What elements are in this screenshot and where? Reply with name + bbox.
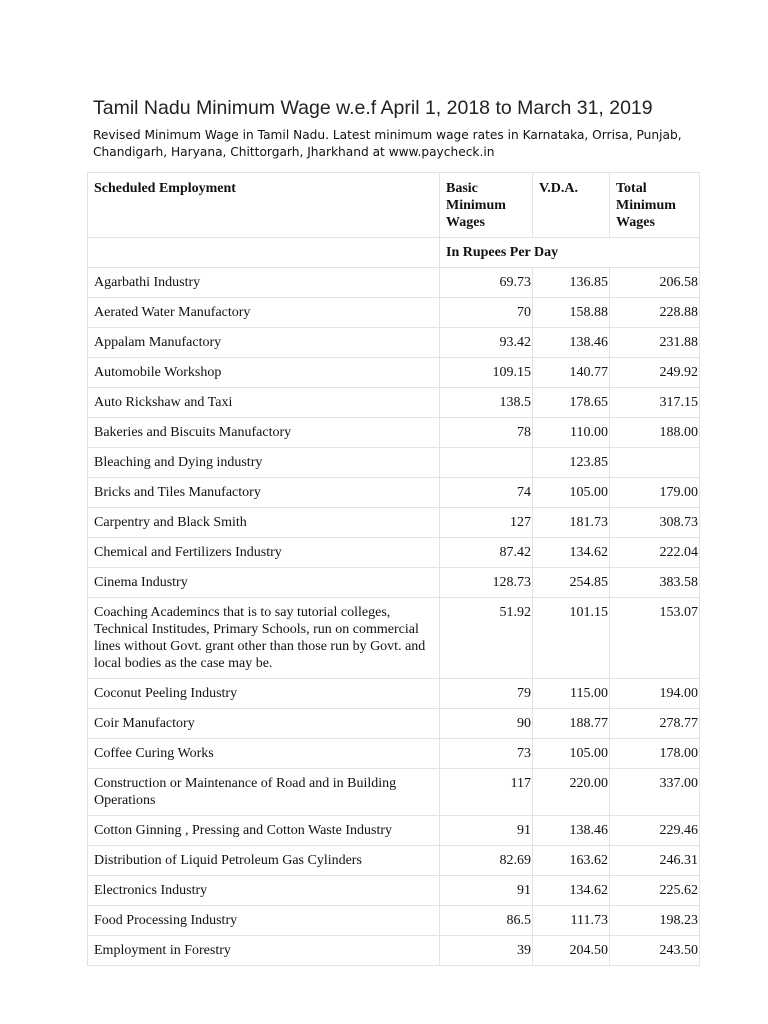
vda-cell: 105.00 <box>533 478 610 508</box>
basic-wage-cell: 82.69 <box>440 846 533 876</box>
vda-cell: 111.73 <box>533 906 610 936</box>
header-total-minimum-wages: Total Minimum Wages <box>610 173 700 238</box>
vda-cell: 204.50 <box>533 936 610 966</box>
employment-cell: Coaching Academincs that is to say tutorial colleges, Technical Institudes, Primary Schools, run on commercial lines without Govt. grant other than those run by Govt. and local bodies as the case may be. <box>88 598 440 679</box>
table-row <box>88 816 700 846</box>
total-wage-cell: 188.00 <box>610 418 700 448</box>
total-wage-cell: 337.00 <box>610 769 700 816</box>
vda-cell: 163.62 <box>533 846 610 876</box>
basic-wage-cell: 91 <box>440 876 533 906</box>
table-body <box>88 238 700 966</box>
employment-cell: Appalam Manufactory <box>88 328 440 358</box>
basic-wage-cell: 128.73 <box>440 568 533 598</box>
employment-cell: Cotton Ginning , Pressing and Cotton Waste Industry <box>88 816 440 846</box>
header-scheduled-employment: Scheduled Employment <box>88 173 440 238</box>
employment-cell: Carpentry and Black Smith <box>88 508 440 538</box>
total-wage-cell: 278.77 <box>610 709 700 739</box>
total-wage-cell: 249.92 <box>610 358 700 388</box>
total-wage-cell: 206.58 <box>610 268 700 298</box>
basic-wage-cell: 69.73 <box>440 268 533 298</box>
table-row <box>88 568 700 598</box>
table-row <box>88 906 700 936</box>
vda-cell: 105.00 <box>533 739 610 769</box>
total-wage-cell: 194.00 <box>610 679 700 709</box>
vda-cell: 188.77 <box>533 709 610 739</box>
unit-label: In Rupees Per Day <box>440 238 700 268</box>
table-row <box>88 388 700 418</box>
employment-cell: Agarbathi Industry <box>88 268 440 298</box>
vda-cell: 101.15 <box>533 598 610 679</box>
minimum-wage-table <box>87 172 700 966</box>
table-row <box>88 328 700 358</box>
unit-row-empty-cell <box>88 238 440 268</box>
employment-cell: Bricks and Tiles Manufactory <box>88 478 440 508</box>
employment-cell: Electronics Industry <box>88 876 440 906</box>
total-wage-cell: 222.04 <box>610 538 700 568</box>
total-wage-cell: 229.46 <box>610 816 700 846</box>
vda-cell: 178.65 <box>533 388 610 418</box>
table-row <box>88 538 700 568</box>
basic-wage-cell: 93.42 <box>440 328 533 358</box>
basic-wage-cell: 91 <box>440 816 533 846</box>
employment-cell: Bleaching and Dying industry <box>88 448 440 478</box>
employment-cell: Aerated Water Manufactory <box>88 298 440 328</box>
total-wage-cell: 178.00 <box>610 739 700 769</box>
basic-wage-cell: 79 <box>440 679 533 709</box>
employment-cell: Employment in Forestry <box>88 936 440 966</box>
employment-cell: Bakeries and Biscuits Manufactory <box>88 418 440 448</box>
basic-wage-cell: 117 <box>440 769 533 816</box>
total-wage-cell: 383.58 <box>610 568 700 598</box>
table-row <box>88 508 700 538</box>
table-row <box>88 679 700 709</box>
table-row <box>88 268 700 298</box>
total-wage-cell: 246.31 <box>610 846 700 876</box>
employment-cell: Coconut Peeling Industry <box>88 679 440 709</box>
total-wage-cell: 308.73 <box>610 508 700 538</box>
employment-cell: Chemical and Fertilizers Industry <box>88 538 440 568</box>
table-row <box>88 739 700 769</box>
table-header-row <box>88 173 700 238</box>
total-wage-cell: 317.15 <box>610 388 700 418</box>
vda-cell: 254.85 <box>533 568 610 598</box>
vda-cell: 158.88 <box>533 298 610 328</box>
table-row <box>88 936 700 966</box>
table-row <box>88 418 700 448</box>
vda-cell: 115.00 <box>533 679 610 709</box>
total-wage-cell: 228.88 <box>610 298 700 328</box>
basic-wage-cell: 39 <box>440 936 533 966</box>
table-row <box>88 358 700 388</box>
vda-cell: 123.85 <box>533 448 610 478</box>
employment-cell: Food Processing Industry <box>88 906 440 936</box>
unit-row <box>88 238 700 268</box>
header-vda: V.D.A. <box>533 173 610 238</box>
total-wage-cell: 231.88 <box>610 328 700 358</box>
basic-wage-cell: 70 <box>440 298 533 328</box>
page-title: Tamil Nadu Minimum Wage w.e.f April 1, 2018 to March 31, 2019 <box>93 97 653 119</box>
vda-cell: 110.00 <box>533 418 610 448</box>
vda-cell: 138.46 <box>533 816 610 846</box>
vda-cell: 220.00 <box>533 769 610 816</box>
basic-wage-cell: 87.42 <box>440 538 533 568</box>
header-basic-minimum-wages: Basic Minimum Wages <box>440 173 533 238</box>
employment-cell: Coir Manufactory <box>88 709 440 739</box>
vda-cell: 136.85 <box>533 268 610 298</box>
total-wage-cell: 153.07 <box>610 598 700 679</box>
basic-wage-cell: 73 <box>440 739 533 769</box>
basic-wage-cell: 74 <box>440 478 533 508</box>
vda-cell: 134.62 <box>533 538 610 568</box>
table-row <box>88 298 700 328</box>
vda-cell: 140.77 <box>533 358 610 388</box>
total-wage-cell: 179.00 <box>610 478 700 508</box>
basic-wage-cell <box>440 448 533 478</box>
basic-wage-cell: 86.5 <box>440 906 533 936</box>
total-wage-cell: 243.50 <box>610 936 700 966</box>
vda-cell: 138.46 <box>533 328 610 358</box>
table-row <box>88 448 700 478</box>
basic-wage-cell: 51.92 <box>440 598 533 679</box>
employment-cell: Cinema Industry <box>88 568 440 598</box>
vda-cell: 134.62 <box>533 876 610 906</box>
table-row <box>88 709 700 739</box>
employment-cell: Construction or Maintenance of Road and in Building Operations <box>88 769 440 816</box>
table-row <box>88 846 700 876</box>
employment-cell: Automobile Workshop <box>88 358 440 388</box>
employment-cell: Coffee Curing Works <box>88 739 440 769</box>
basic-wage-cell: 127 <box>440 508 533 538</box>
vda-cell: 181.73 <box>533 508 610 538</box>
basic-wage-cell: 109.15 <box>440 358 533 388</box>
total-wage-cell: 198.23 <box>610 906 700 936</box>
basic-wage-cell: 138.5 <box>440 388 533 418</box>
table-row <box>88 769 700 816</box>
total-wage-cell: 225.62 <box>610 876 700 906</box>
total-wage-cell <box>610 448 700 478</box>
employment-cell: Auto Rickshaw and Taxi <box>88 388 440 418</box>
basic-wage-cell: 78 <box>440 418 533 448</box>
table-row <box>88 876 700 906</box>
table-row <box>88 598 700 679</box>
basic-wage-cell: 90 <box>440 709 533 739</box>
employment-cell: Distribution of Liquid Petroleum Gas Cylinders <box>88 846 440 876</box>
table-row <box>88 478 700 508</box>
page-subtitle: Revised Minimum Wage in Tamil Nadu. Latest minimum wage rates in Karnataka, Orrisa, Punjab, Chandigarh, Haryana, Chittorgarh, Jharkhand at www.paycheck.in <box>93 128 682 159</box>
